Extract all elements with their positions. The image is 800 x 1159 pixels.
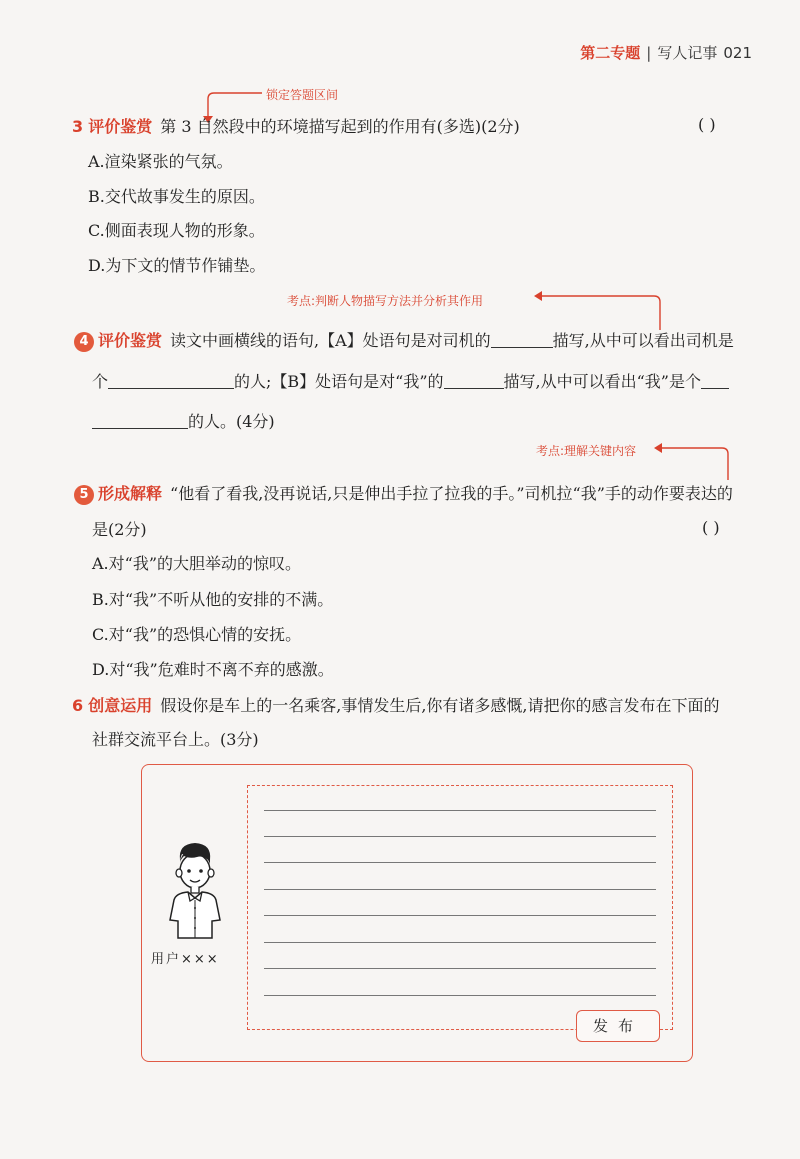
q4-text-1b: 描写,从中可以看出司机是 [552, 331, 734, 350]
q4-number: 4 [74, 332, 94, 352]
q3-option-a[interactable]: A.渲染紧张的气氛。 [88, 152, 233, 171]
q4-blank-4b[interactable] [92, 410, 188, 429]
q3-number: 3 [72, 117, 84, 136]
q5-line-1 [74, 482, 733, 506]
q4-note: 考点:判断人物描写方法并分析其作用 [287, 294, 484, 308]
q5-text-1: “他看了看我,没再说话,只是伸出手拉了拉我的手。”司机拉“我”手的动作要表达的 [170, 484, 733, 503]
topic-title: 写人记事 [657, 44, 718, 62]
q6-line-1 [72, 694, 720, 718]
user-avatar [160, 838, 230, 944]
section-title: 第二专题 [580, 44, 641, 62]
q6-line-2: 社群交流平台上。(3分) [92, 730, 259, 749]
q5-option-d[interactable]: D.对“我”危难时不离不弃的感激。 [92, 660, 334, 679]
q6-text-1: 假设你是车上的一名乘客,事情发生后,你有诸多感慨,请把你的感言发布在下面的 [160, 696, 720, 715]
q5-note-arrow [650, 436, 740, 486]
q6-number: 6 [72, 696, 84, 715]
writing-line [264, 810, 656, 811]
writing-line [264, 942, 656, 943]
q5-number: 5 [74, 485, 94, 505]
q3-text: 第 3 自然段中的环境描写起到的作用有(多选)(2分) [160, 117, 520, 136]
q5-option-a[interactable]: A.对“我”的大胆举动的惊叹。 [92, 554, 302, 573]
q3-tag: 评价鉴赏 [88, 117, 153, 136]
q5-option-c[interactable]: C.对“我”的恐惧心情的安抚。 [92, 625, 302, 644]
q5-note: 考点:理解关键内容 [536, 444, 637, 458]
writing-line [264, 995, 656, 996]
page-number: 021 [723, 44, 752, 62]
username-label: 用户××× [151, 952, 220, 967]
writing-line [264, 915, 656, 916]
q3-stem [72, 115, 520, 139]
q4-text-1a: 读文中画横线的语句,【A】处语句是对司机的 [170, 331, 491, 350]
q4-tag: 评价鉴赏 [98, 331, 163, 350]
q4-text-3: 的人。(4分) [188, 412, 275, 431]
q3-option-c[interactable]: C.侧面表现人物的形象。 [88, 221, 265, 240]
q5-tag: 形成解释 [98, 484, 163, 503]
q4-text-2a: 个 [92, 372, 109, 391]
q4-text-2b: 的人;【B】处语句是对“我”的 [234, 372, 444, 391]
publish-button[interactable]: 发布 [576, 1010, 660, 1042]
writing-line [264, 836, 656, 837]
q4-line-1 [74, 329, 734, 353]
q3-option-d[interactable]: D.为下文的情节作铺垫。 [88, 256, 266, 275]
q4-blank-1[interactable] [491, 329, 553, 348]
q4-line-3 [92, 410, 275, 434]
q4-blank-3[interactable] [444, 370, 504, 389]
q5-answer-paren[interactable]: ( ) [702, 518, 720, 537]
q4-blank-4a[interactable] [701, 370, 729, 389]
writing-line [264, 889, 656, 890]
q6-tag: 创意运用 [88, 696, 153, 715]
q4-text-2c: 描写,从中可以看出“我”是个 [503, 372, 701, 391]
q4-line-2 [92, 370, 729, 394]
q3-option-b[interactable]: B.交代故事发生的原因。 [88, 187, 265, 206]
q3-answer-paren[interactable]: ( ) [698, 115, 716, 134]
post-input-area[interactable] [247, 785, 673, 1030]
q5-line-2: 是(2分) [92, 520, 147, 539]
q5-option-b[interactable]: B.对“我”不听从他的安排的不满。 [92, 590, 334, 609]
q4-blank-2[interactable] [108, 370, 234, 389]
q3-note: 锁定答题区间 [266, 88, 339, 102]
writing-line [264, 862, 656, 863]
page-header: 第二专题 | 写人记事 021 [580, 44, 752, 62]
writing-line [264, 968, 656, 969]
